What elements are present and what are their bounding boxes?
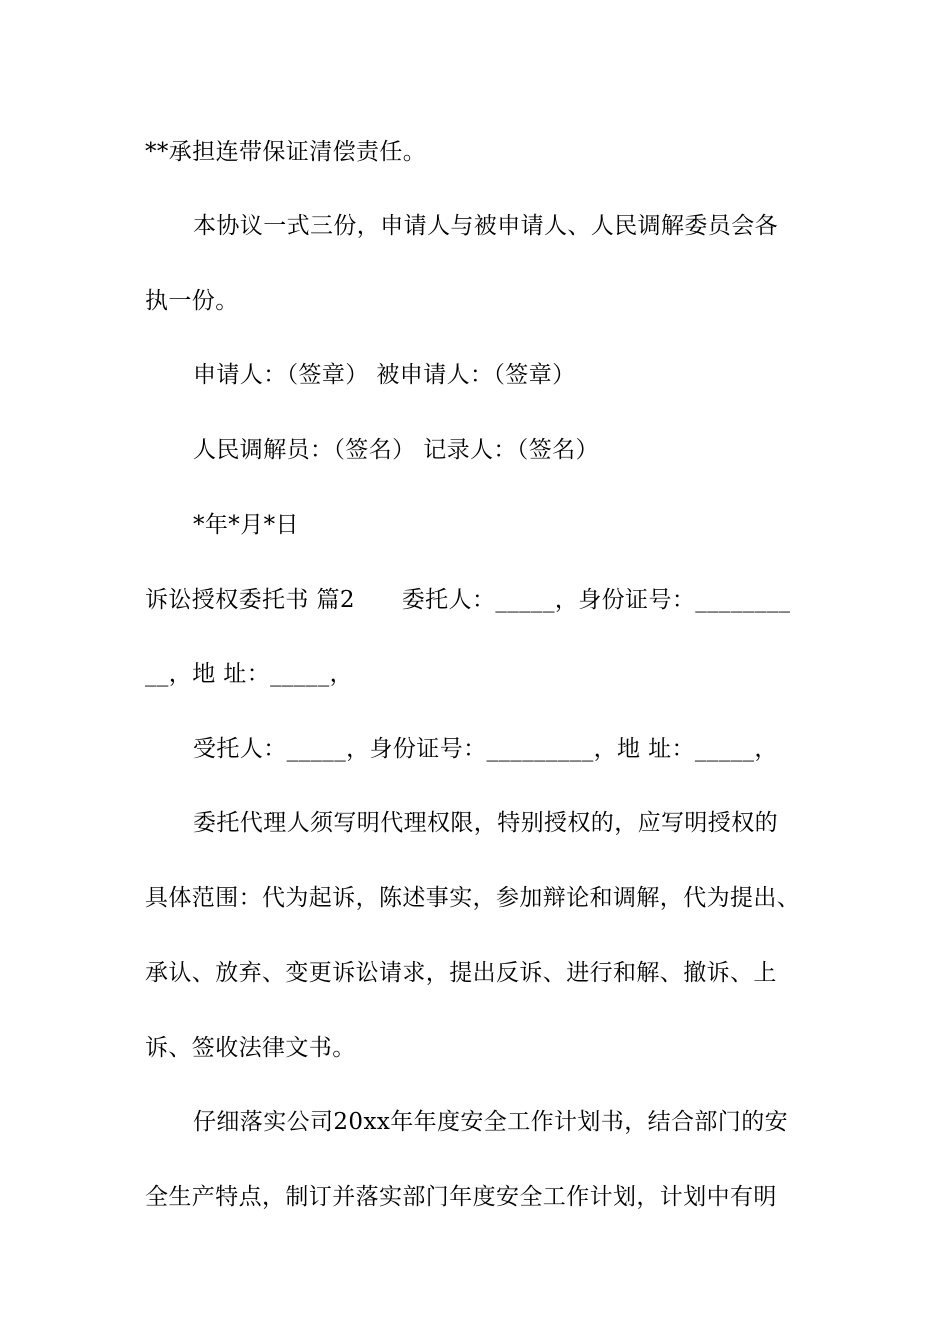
text-line: 人民调解员：（签名） 记录人：（签名） <box>193 437 599 463</box>
text-line: 申请人：（签章） 被申请人：（签章） <box>193 362 576 388</box>
text-line: 委托代理人须写明代理权限，特别授权的，应写明授权的 <box>193 810 778 836</box>
text-line: **承担连带保证清偿责任。 <box>145 139 427 165</box>
text-line: 仔细落实公司20xx年年度安全工作计划书，结合部门的安 <box>193 1109 789 1135</box>
text-line: 承认、放弃、变更诉讼请求，提出反诉、进行和解、撤诉、上 <box>145 960 777 986</box>
text-line: 全生产特点，制订并落实部门年度安全工作计划，计划中有明 <box>145 1184 777 1210</box>
text-line: 本协议一式三份，申请人与被申请人、人民调解委员会各 <box>193 213 778 239</box>
text-line: *年*月*日 <box>193 512 299 538</box>
text-line: 诉、签收法律文书。 <box>145 1035 356 1061</box>
text-line: __，地 址：_____， <box>145 661 354 687</box>
text-line: 具体范围：代为起诉，陈述事实，参加辩论和调解，代为提出、 <box>145 885 801 911</box>
section-heading-line: 诉讼授权委托书 篇2 委托人：_____，身份证号：________ <box>145 587 791 613</box>
text-line: 执一份。 <box>145 288 239 314</box>
text-line: 受托人：_____，身份证号：_________，地 址：_____， <box>193 736 778 762</box>
